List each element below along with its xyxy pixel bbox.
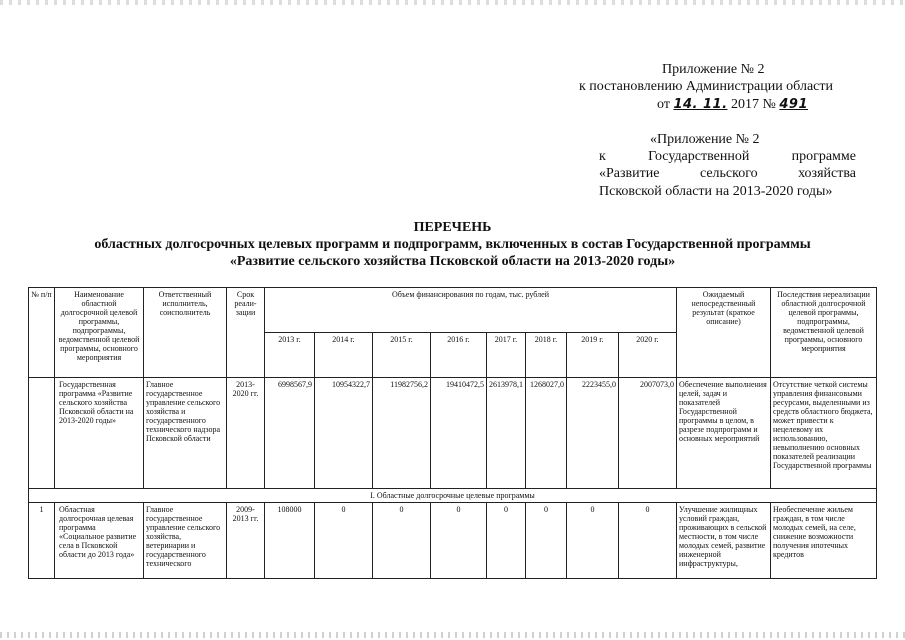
year-header: 2015 г. — [373, 333, 431, 378]
document-subtitle-program: «Развитие сельского хозяйства Псковской области на 2013-2020 годы» — [229, 254, 676, 269]
cell-executor: Главное государственное управление сельского хозяйства, ветеринарии и государственного технического — [144, 503, 227, 579]
cell-result: Обеспечение выполнения целей, задач и показателей Государственной программы в целом, в разрезе подпрограмм и основных мероприятий — [677, 378, 771, 489]
program-ref-title: «Приложение № 2 — [650, 132, 760, 147]
cell-value: 1268027,0 — [526, 378, 567, 489]
header-executor: Ответственный исполнитель, соисполнитель — [144, 288, 227, 378]
program-ref-line3 — [599, 166, 856, 183]
word: Государственной — [648, 149, 750, 164]
word: программе — [791, 149, 856, 164]
document-title: ПЕРЕЧЕНЬ — [413, 220, 492, 235]
word: хозяйства — [798, 166, 856, 181]
table-header-row — [29, 288, 877, 333]
cell-value: 2613978,1 — [487, 378, 526, 489]
header-funding: Объем финансирования по годам, тыс. рублей — [265, 288, 677, 333]
table-row — [29, 503, 877, 579]
cell-consequences: Необеспечение жильем граждан, в том числе молодых семей, на селе, снижение возможности получения ипотечных кредитов — [771, 503, 877, 579]
year-header: 2019 г. — [567, 333, 619, 378]
number-sign: № — [762, 97, 776, 112]
appendix-date-line — [657, 96, 808, 113]
cell-value: 2223455,0 — [567, 378, 619, 489]
cell-value: 0 — [526, 503, 567, 579]
cell-consequences: Отсутствие четкой системы управления финансовыми ресурсами, выделенными из средств областного бюджета, может привести к нецелевому их использованию, невыполнению основных показателей реализации Государственной программы — [771, 378, 877, 489]
program-ref-line4: Псковской области на 2013-2020 годы» — [599, 184, 833, 199]
document-subtitle: областных долгосрочных целевых программ и подпрограмм, включенных в состав Государственной программы — [94, 237, 811, 252]
program-ref-line2 — [599, 149, 856, 166]
cell-value: 0 — [619, 503, 677, 579]
cell-result: Улучшение жилищных условий граждан, проживающих в сельской местности, в том числе молодых семей, развитие инженерной инфраструктуры, — [677, 503, 771, 579]
cell-value: 0 — [487, 503, 526, 579]
cell-value: 0 — [431, 503, 487, 579]
header-term: Срок реали-зации — [227, 288, 265, 378]
cell-value: 108000 — [265, 503, 315, 579]
word: сельского — [699, 166, 758, 181]
scan-edge-bottom — [0, 632, 905, 638]
handwritten-date: 14. 11. — [673, 97, 728, 112]
date-year: 2017 — [731, 97, 760, 112]
cell-term: 2013-2020 гг. — [227, 378, 265, 489]
handwritten-number: 491 — [779, 97, 809, 112]
year-header: 2016 г. — [431, 333, 487, 378]
cell-value: 0 — [567, 503, 619, 579]
section-row — [29, 489, 877, 503]
cell-value: 2007073,0 — [619, 378, 677, 489]
appendix-label: Приложение № 2 — [662, 62, 765, 77]
cell-term: 2009-2013 гг. — [227, 503, 265, 579]
header-num: № п/п — [29, 288, 55, 378]
cell-num — [29, 378, 55, 489]
cell-value: 19410472,5 — [431, 378, 487, 489]
cell-value: 11982756,2 — [373, 378, 431, 489]
section-label: I. Областные долгосрочные целевые программы — [29, 489, 877, 503]
year-header: 2018 г. — [526, 333, 567, 378]
cell-num: 1 — [29, 503, 55, 579]
cell-name: Государственная программа «Развитие сельского хозяйства Псковской области на 2013-2020 годы» — [55, 378, 144, 489]
cell-name: Областная долгосрочная целевая программа «Социальное развитие села в Псковской области до 2013 года» — [55, 503, 144, 579]
word: к — [599, 149, 606, 164]
year-header: 2013 г. — [265, 333, 315, 378]
cell-value: 0 — [315, 503, 373, 579]
cell-value: 0 — [373, 503, 431, 579]
cell-executor: Главное государственное управление сельского хозяйства и государственного технического надзора Псковской области — [144, 378, 227, 489]
year-header: 2017 г. — [487, 333, 526, 378]
header-result: Ожидаемый непосредственный результат (краткое описание) — [677, 288, 771, 378]
year-header: 2020 г. — [619, 333, 677, 378]
date-prefix: от — [657, 97, 670, 112]
word: «Развитие — [599, 166, 660, 181]
table-row-state-program — [29, 378, 877, 489]
cell-value: 6998567,9 — [265, 378, 315, 489]
header-name: Наименование областной долгосрочной целевой программы, подпрограммы, ведомственной целевой программы, основного мероприятия — [55, 288, 144, 378]
header-consequences: Последствия нереализации областной долгосрочной целевой программы, подпрограммы, ведомственной целевой программы, основного мероприятия — [771, 288, 877, 378]
scan-edge-top — [0, 0, 905, 5]
cell-value: 10954322,7 — [315, 378, 373, 489]
appendix-resolution: к постановлению Администрации области — [579, 79, 833, 94]
year-header: 2014 г. — [315, 333, 373, 378]
programs-table — [28, 287, 877, 579]
